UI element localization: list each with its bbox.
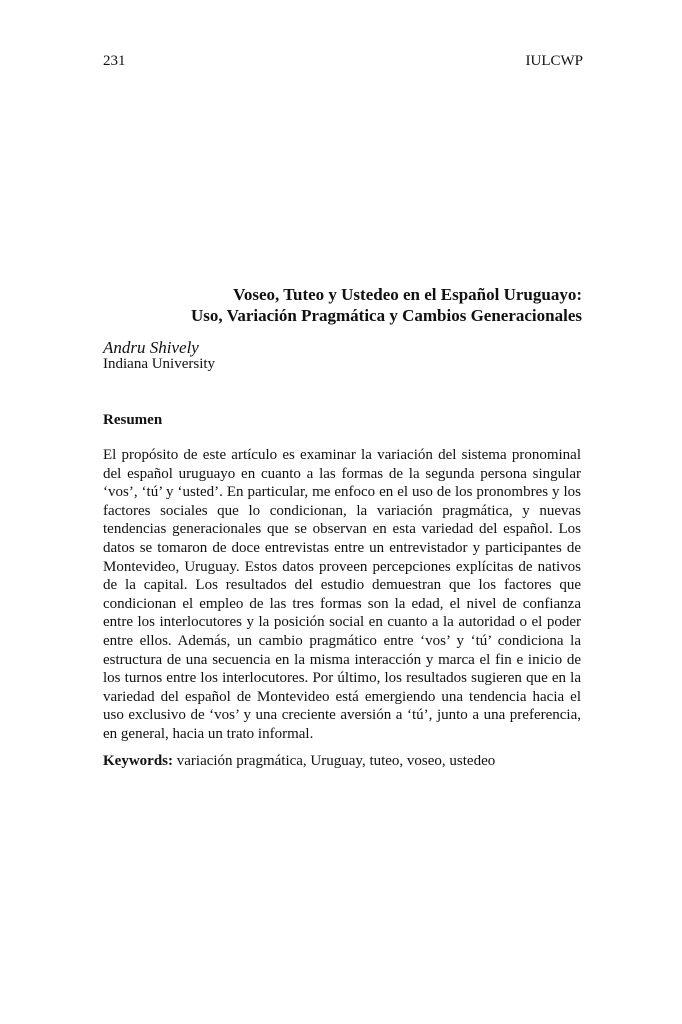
running-header xyxy=(103,53,583,73)
abstract-paragraph: El propósito de este artículo es examinar la variación del sistema pronominal del español uruguayo en cuanto a las formas de la segunda persona singular ‘vos’, ‘tú’ y ‘usted’. En particular, me enfoco en el uso de los pronombres y los factores sociales que lo condicionan, la variación pragmática, y nuevas tendencias generacionales que se observan en esta variedad del español. Los datos se tomaron de doce entrevistas entre un entrevistador y participantes de Montevideo, Uruguay. Estos datos proveen percepciones explícitas de nativos de la capital. Los resultados del estudio demuestran que los factores que condicionan el empleo de las tres formas son la edad, el nivel de confianza entre los interlocutores y la posición social en cuanto a la autoridad o el poder entre ellos. Además, un cambio pragmático entre ‘vos’ y ‘tú’ condiciona la estructura de una secuencia en la misma interacción y marca el fin e inicio de los turnos entre los interlocutores. Por último, los resultados sugieren que en la variedad del español de Montevideo está emergiendo una tendencia hacia el uso exclusivo de ‘vos’ y una creciente aversión a ‘tú’, junto a una preferencia, en general, hacia un trato informal. xyxy=(103,447,581,742)
author-affiliation: Indiana University xyxy=(103,356,216,372)
page-number: 231 xyxy=(103,53,126,69)
keywords-line xyxy=(103,753,495,770)
title-line-1: Voseo, Tuteo y Ustedeo en el Español Uruguayo: xyxy=(233,285,582,304)
keywords-value: variación pragmática, Uruguay, tuteo, voseo, ustedeo xyxy=(176,753,496,769)
journal-name: IULCWP xyxy=(525,53,583,69)
keywords-label: Keywords: xyxy=(103,753,173,769)
title-line-2: Uso, Variación Pragmática y Cambios Generacionales xyxy=(191,306,582,325)
author-name: Andru Shively xyxy=(103,338,199,357)
abstract-body xyxy=(103,446,581,744)
abstract-heading: Resumen xyxy=(103,412,163,428)
paper-title xyxy=(103,284,582,326)
